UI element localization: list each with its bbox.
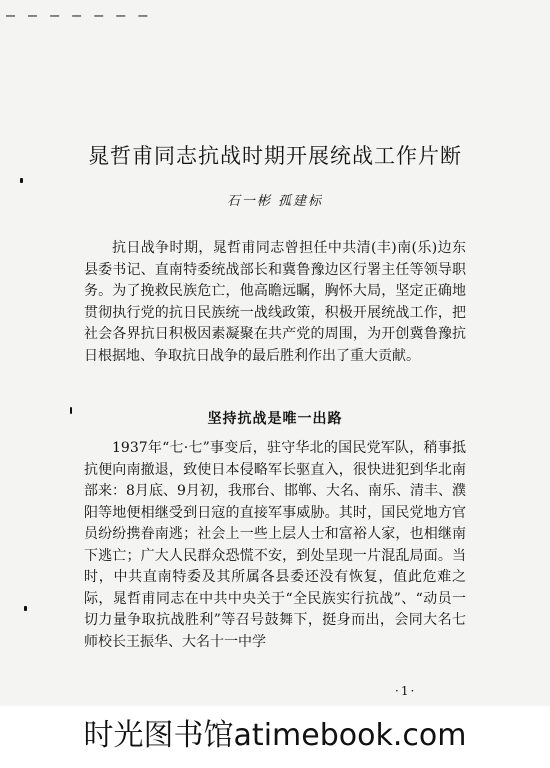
scan-speck (20, 178, 23, 183)
scan-speck (24, 606, 27, 611)
header-dashes: — — — — — — — (6, 6, 150, 24)
watermark-banner: 时光图书馆atimebook.com (0, 706, 550, 768)
article-authors: 石一彬 孤建标 (226, 194, 324, 209)
article-title: 晁哲甫同志抗战时期开展统战工作片断 (88, 144, 462, 168)
section-heading: 坚持抗战是唯一出路 (207, 411, 343, 427)
body-paragraph: 1937年“七·七”事变后，驻守华北的国民党军队，稍事抵抗便向南撤退，致使日本侵略军长驱直入，很快进犯到华北南部来：8月底、9月初，我邢台、邯郸、大名、南乐、清丰、濮阳等地便相继受到日寇的直接军事威胁。其时，国民党地方官员纷纷携眷南逃；社会上一些上层人士和富裕人家，也相继南下逃亡；广大人民群众恐慌不安，到处呈现一片混乱局面。当时，中共直南特委及其所属各县委还没有恢复，值此危难之际，晁哲甫同志在中共中央关于“全民族实行抗战”、“动员一切力量争取抗战胜利”等召号鼓舞下，挺身而出，会同大名七师校长王振华、大名十一中学 (84, 440, 466, 650)
intro-paragraph: 抗日战争时期，晁哲甫同志曾担任中共清(丰)南(乐)边东县委书记、直南特委统战部长和冀鲁豫边区行署主任等领导职务。为了挽救民族危亡，他高瞻远瞩，胸怀大局，坚定正确地贯彻执行党的抗日民族统一战线政策，积极开展统战工作，把社会各界抗日积极因素凝聚在共产党的周围，为开创冀鲁豫抗日根据地、争取抗日战争的最后胜利作出了重大贡献。 (84, 240, 466, 364)
page-number: ·1· (395, 684, 417, 698)
